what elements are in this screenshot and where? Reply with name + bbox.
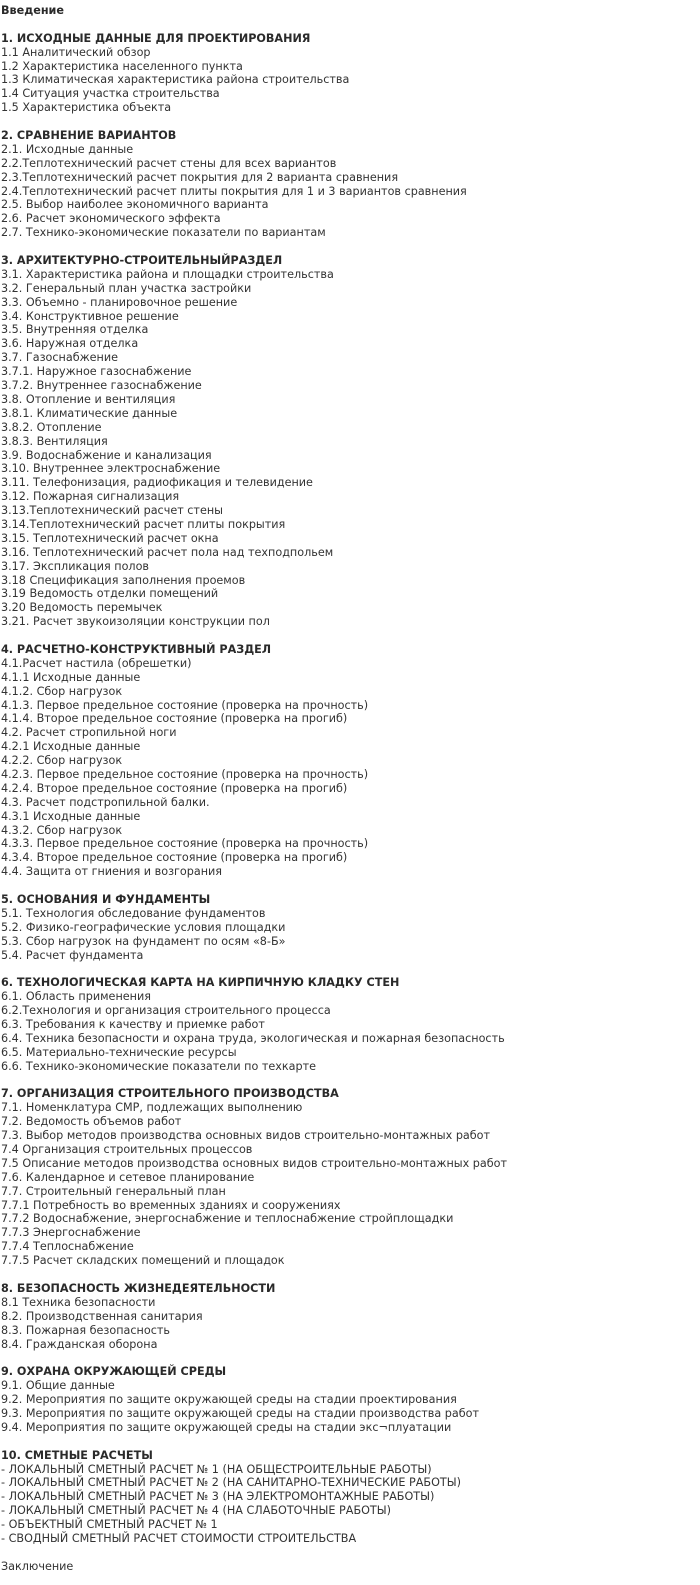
toc-item: 5.4. Расчет фундамента <box>1 948 144 962</box>
toc-item: 5.1. Технология обследование фундаментов <box>1 906 266 920</box>
toc-item: 3.7. Газоснабжение <box>1 351 119 365</box>
toc-item: 4.1.1 Исходные данные <box>1 670 141 684</box>
toc-item: 3.8.3. Вентиляция <box>1 434 108 448</box>
section-spacer <box>0 629 700 643</box>
section-spacer <box>0 1546 700 1560</box>
section-spacer <box>0 1074 700 1088</box>
toc-item: 8.2. Производственная санитария <box>1 1309 203 1323</box>
toc-item: 3.11. Телефонизация, радиофикация и телевидение <box>1 476 313 490</box>
toc-item: 8.1 Техника безопасности <box>1 1295 156 1309</box>
toc-item: 2.5. Выбор наиболее экономичного варианта <box>1 198 269 212</box>
toc-item: 7.7.5 Расчет складских помещений и площадок <box>1 1254 285 1268</box>
toc-item: - ЛОКАЛЬНЫЙ СМЕТНЫЙ РАСЧЕТ № 4 (НА СЛАБОТОЧНЫЕ РАБОТЫ) <box>1 1504 391 1518</box>
toc-item: 3.17. Экспликация полов <box>1 559 150 573</box>
toc-item: 3.10. Внутреннее электроснабжение <box>1 462 221 476</box>
section-heading: 3. АРХИТЕКТУРНО-СТРОИТЕЛЬНЫЙРАЗДЕЛ <box>1 254 283 268</box>
toc-item: 7.6. Календарное и сетевое планирование <box>1 1170 255 1184</box>
section-spacer <box>0 18 700 32</box>
toc-item: 4.3. Расчет подстропильной балки. <box>1 795 210 809</box>
toc-item: 3.7.2. Внутреннее газоснабжение <box>1 379 202 393</box>
toc-item: 2.6. Расчет экономического эффекта <box>1 212 221 226</box>
toc-item: 7.7.3 Энергоснабжение <box>1 1226 141 1240</box>
section-heading: 7. ОРГАНИЗАЦИЯ СТРОИТЕЛЬНОГО ПРОИЗВОДСТВА <box>1 1087 339 1101</box>
conclusion-heading: Заключение <box>1 1559 74 1573</box>
toc-item: 9.4. Мероприятия по защите окружающей среды на стадии экс¬плуатации <box>1 1420 452 1434</box>
toc-item: 6.5. Материально-технические ресурсы <box>1 1045 237 1059</box>
toc-item: 3.12. Пожарная сигнализация <box>1 490 180 504</box>
toc-item: 3.20 Ведомость перемычек <box>1 601 163 615</box>
toc-item: - ЛОКАЛЬНЫЙ СМЕТНЫЙ РАСЧЕТ № 2 (НА САНИТАРНО-ТЕХНИЧЕСКИЕ РАБОТЫ) <box>1 1476 461 1490</box>
toc-item: 4.2.4. Второе предельное состояние (проверка на прогиб) <box>1 781 348 795</box>
toc-item: 3.8.2. Отопление <box>1 420 102 434</box>
toc-item: 4.2.2. Сбор нагрузок <box>1 754 123 768</box>
toc-item: 9.3. Мероприятия по защите окружающей среды на стадии производства работ <box>1 1406 479 1420</box>
section-spacer <box>0 1351 700 1365</box>
section-spacer <box>0 1268 700 1282</box>
toc-item: 2.1. Исходные данные <box>1 142 134 156</box>
toc-item: 2.7. Технико-экономические показатели по вариантам <box>1 226 326 240</box>
toc-item: 2.4.Теплотехнический расчет плиты покрытия для 1 и 3 вариантов сравнения <box>1 184 467 198</box>
toc-item: 4.2.1 Исходные данные <box>1 740 141 754</box>
toc-item: 4.3.2. Сбор нагрузок <box>1 823 123 837</box>
toc-item: 1.2 Характеристика населенного пункта <box>1 59 243 73</box>
toc-item: 3.16. Теплотехнический расчет пола над техподпольем <box>1 545 334 559</box>
toc-item: 7.3. Выбор методов производства основных видов строительно-монтажных работ <box>1 1129 491 1143</box>
toc-item: 7.2. Ведомость объемов работ <box>1 1115 182 1129</box>
toc-item: 4.1.4. Второе предельное состояние (проверка на прогиб) <box>1 712 348 726</box>
toc-item: 3.13.Теплотехнический расчет стены <box>1 504 223 518</box>
section-heading: 2. СРАВНЕНИЕ ВАРИАНТОВ <box>1 129 177 143</box>
toc-item: 7.1. Номенклатура СМР, подлежащих выполнению <box>1 1101 303 1115</box>
section-heading: 6. ТЕХНОЛОГИЧЕСКАЯ КАРТА НА КИРПИЧНУЮ КЛАДКУ СТЕН <box>1 976 400 990</box>
toc-item: 7.7.1 Потребность во временных зданиях и сооружениях <box>1 1198 341 1212</box>
toc-item: 3.19 Ведомость отделки помещений <box>1 587 219 601</box>
toc-item: 9.2. Мероприятия по защите окружающей среды на стадии проектирования <box>1 1393 457 1407</box>
section-spacer <box>0 1435 700 1449</box>
toc-item: 3.2. Генеральный план участка застройки <box>1 281 252 295</box>
toc-item: 5.2. Физико-географические условия площадки <box>1 920 286 934</box>
toc-item: 3.18 Спецификация заполнения проемов <box>1 573 246 587</box>
toc-item: - ЛОКАЛЬНЫЙ СМЕТНЫЙ РАСЧЕТ № 1 (НА ОБЩЕСТРОИТЕЛЬНЫЕ РАБОТЫ) <box>1 1462 432 1476</box>
toc-item: 3.7.1. Наружное газоснабжение <box>1 365 192 379</box>
toc-item: 9.1. Общие данные <box>1 1379 115 1393</box>
toc-item: 3.3. Объемно - планировочное решение <box>1 295 238 309</box>
toc-item: 3.6. Наружная отделка <box>1 337 139 351</box>
section-heading: 9. ОХРАНА ОКРУЖАЮЩЕЙ СРЕДЫ <box>1 1365 227 1379</box>
toc-item: 8.4. Гражданская оборона <box>1 1337 158 1351</box>
toc-item: 4.2. Расчет стропильной ноги <box>1 726 177 740</box>
toc-item: 3.8. Отопление и вентиляция <box>1 392 176 406</box>
toc-item: 4.2.3. Первое предельное состояние (проверка на прочность) <box>1 767 369 781</box>
toc-item: 3.14.Теплотехнический расчет плиты покрытия <box>1 517 286 531</box>
section-spacer <box>0 115 700 129</box>
toc-item: 7.7. Строительный генеральный план <box>1 1184 226 1198</box>
toc-item: 4.1.3. Первое предельное состояние (проверка на прочность) <box>1 698 369 712</box>
section-heading: 4. РАСЧЕТНО-КОНСТРУКТИВНЫЙ РАЗДЕЛ <box>1 642 272 656</box>
toc-item: 6.3. Требования к качеству и приемке работ <box>1 1018 265 1032</box>
toc-item: - СВОДНЫЙ СМЕТНЫЙ РАСЧЕТ СТОИМОСТИ СТРОИТЕЛЬСТВА <box>1 1531 357 1545</box>
toc-item: - ОБЪЕКТНЫЙ СМЕТНЫЙ РАСЧЕТ № 1 <box>1 1518 218 1532</box>
section-heading: 1. ИСХОДНЫЕ ДАННЫЕ ДЛЯ ПРОЕКТИРОВАНИЯ <box>1 31 311 45</box>
toc-item: 4.3.3. Первое предельное состояние (проверка на прочность) <box>1 837 369 851</box>
toc-item: 1.5 Характеристика объекта <box>1 101 172 115</box>
toc-item: 1.3 Климатическая характеристика района строительства <box>1 73 350 87</box>
toc-item: 6.4. Техника безопасности и охрана труда, экологическая и пожарная безопасность <box>1 1031 505 1045</box>
section-spacer <box>0 879 700 893</box>
toc-item: 6.6. Технико-экономические показатели по техкарте <box>1 1059 316 1073</box>
toc-item: - ЛОКАЛЬНЫЙ СМЕТНЫЙ РАСЧЕТ № 3 (НА ЭЛЕКТРОМОНТАЖНЫЕ РАБОТЫ) <box>1 1490 435 1504</box>
toc-item: 5.3. Сбор нагрузок на фундамент по осям «8-Б» <box>1 934 286 948</box>
toc-item: 6.1. Область применения <box>1 990 151 1004</box>
toc-item: 3.9. Водоснабжение и канализация <box>1 448 212 462</box>
section-heading: 5. ОСНОВАНИЯ И ФУНДАМЕНТЫ <box>1 893 211 906</box>
toc-item: 6.2.Технология и организация строительного процесса <box>1 1004 331 1018</box>
toc-item: 1.4 Ситуация участка строительства <box>1 87 220 101</box>
toc-item: 3.8.1. Климатические данные <box>1 406 178 420</box>
toc-item: 3.4. Конструктивное решение <box>1 309 179 323</box>
toc-item: 7.7.2 Водоснабжение, энергоснабжение и теплоснабжение стройплощадки <box>1 1212 454 1226</box>
toc-item: 8.3. Пожарная безопасность <box>1 1323 170 1337</box>
toc-item: 4.3.1 Исходные данные <box>1 809 141 823</box>
toc-item: 4.4. Защита от гниения и возгорания <box>1 865 223 879</box>
sections-container <box>0 18 700 1560</box>
intro-heading: Введение <box>1 4 64 17</box>
toc-item: 1.1 Аналитический обзор <box>1 45 151 59</box>
toc-item: 4.1.Расчет настила (обрешетки) <box>1 656 192 670</box>
toc-item: 3.5. Внутренняя отделка <box>1 323 149 337</box>
toc-item: 3.15. Теплотехнический расчет окна <box>1 531 219 545</box>
section-spacer <box>0 962 700 976</box>
toc-item: 2.3.Теплотехнический расчет покрытия для 2 варианта сравнения <box>1 170 399 184</box>
toc-item: 4.3.4. Второе предельное состояние (проверка на прогиб) <box>1 851 348 865</box>
section-heading: 10. СМЕТНЫЕ РАСЧЕТЫ <box>1 1448 153 1462</box>
toc-item: 4.1.2. Сбор нагрузок <box>1 684 123 698</box>
toc-item: 7.7.4 Теплоснабжение <box>1 1240 134 1254</box>
section-heading: 8. БЕЗОПАСНОСТЬ ЖИЗНЕДЕЯТЕЛЬНОСТИ <box>1 1281 276 1295</box>
section-spacer <box>0 240 700 254</box>
toc-item: 7.5 Описание методов производства основных видов строительно-монтажных работ <box>1 1156 507 1170</box>
toc-item: 7.4 Организация строительных процессов <box>1 1143 253 1157</box>
toc-item: 3.1. Характеристика района и площадки строительства <box>1 267 334 281</box>
toc-item: 2.2.Теплотехнический расчет стены для всех вариантов <box>1 156 337 170</box>
toc-item: 3.21. Расчет звукоизоляции конструкции пол <box>1 615 270 629</box>
